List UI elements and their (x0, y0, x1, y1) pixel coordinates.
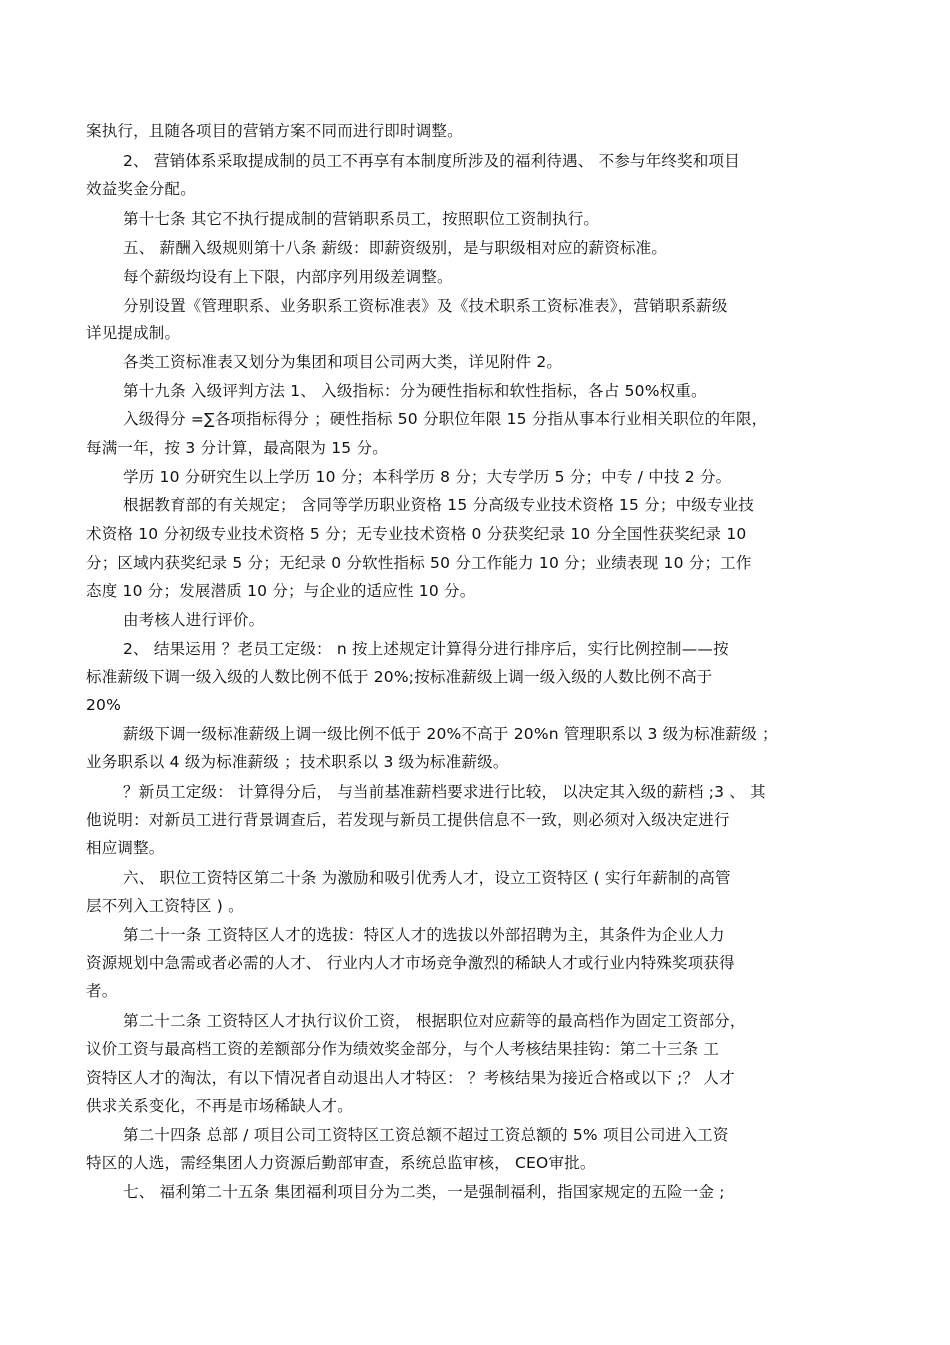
text-line: 分别设置《管理职系、业务职系工资标准表》及《技术职系工资标准表》，营销职系薪级 (123, 297, 728, 315)
text-line: 他说明：对新员工进行背景调查后，若发现与新员工提供信息不一致，则必须对入级决定进行 (86, 811, 730, 829)
text-line: 根据教育部的有关规定； 含同等学历职业资格 15 分高级专业技术资格 15 分；中级专业技 (123, 496, 755, 514)
text-line: 态度 10 分；发展潜质 10 分；与企业的适应性 10 分。 (86, 582, 476, 600)
text-line: 相应调整。 (86, 839, 165, 857)
text-line: 层不列入工资特区 ) 。 (86, 897, 244, 915)
text-line: 特区的人选，需经集团人力资源后勤部审查，系统总监审核， CEO审批。 (86, 1154, 596, 1172)
text-line: 资源规划中急需或者必需的人才、 行业内人才市场竞争激烈的稀缺人才或行业内特殊奖项获得 (86, 954, 735, 972)
text-line: 学历 10 分研究生以上学历 10 分；本科学历 8 分；大专学历 5 分；中专 / 中技 2 分。 (123, 468, 732, 486)
text-line: 业务职系以 4 级为标准薪级 ；技术职系以 3 级为标准薪级。 (86, 753, 509, 771)
text-line: 2、 结果运用 ？老员工定级： n 按上述规定计算得分进行排序后，实行比例控制——按 (123, 640, 729, 658)
text-line: 第二十二条 工资特区人才执行议价工资， 根据职位对应薪等的最高档作为固定工资部分， (123, 1012, 746, 1030)
text-line: 详见提成制。 (86, 324, 181, 342)
text-line: 术资格 10 分初级专业技术资格 5 分；无专业技术资格 0 分获奖纪录 10 分全国性获奖纪录 10 (86, 525, 747, 543)
text-line: 者。 (86, 982, 118, 1000)
text-line: 2、 营销体系采取提成制的员工不再享有本制度所涉及的福利待遇、 不参与年终奖和项目 (123, 152, 740, 170)
text-line: 供求关系变化，不再是市场稀缺人才。 (86, 1097, 353, 1115)
text-line: 第十七条 其它不执行提成制的营销职系员工，按照职位工资制执行。 (123, 210, 600, 228)
text-line: 案执行，且随各项目的营销方案不同而进行即时调整。 (86, 122, 463, 140)
text-line: 每个薪级均设有上下限，内部序列用级差调整。 (123, 268, 453, 286)
text-line: 七、 福利第二十五条 集团福利项目分为二类，一是强制福利，指国家规定的五险一金 ; (123, 1183, 725, 1201)
text-line: 每满一年，按 3 分计算，最高限为 15 分。 (86, 439, 388, 457)
text-line: 第十九条 入级评判方法 1、 入级指标：分为硬性指标和软性指标，各占 50%权重。 (123, 382, 707, 400)
text-line: 效益奖金分配。 (86, 180, 196, 198)
text-line: 第二十一条 工资特区人才的选拔：特区人才的选拔以外部招聘为主，其条件为企业人力 (123, 926, 725, 944)
text-line: 20% (86, 696, 122, 714)
text-line: 分；区域内获奖纪录 5 分；无纪录 0 分软性指标 50 分工作能力 10 分；业绩表现 10 分；工作 (86, 554, 752, 572)
text-line: 由考核人进行评价。 (123, 611, 265, 629)
text-line: 资特区人才的淘汰，有以下情况者自动退出人才特区： ？考核结果为接近合格或以下 ;？ 人才 (86, 1069, 735, 1087)
text-line: 第二十四条 总部 / 项目公司工资特区工资总额不超过工资总额的 5% 项目公司进入工资 (123, 1126, 729, 1144)
text-line: 六、 职位工资特区第二十条 为激励和吸引优秀人才，设立工资特区 ( 实行年薪制的高管 (123, 869, 731, 887)
text-line: 各类工资标准表又划分为集团和项目公司两大类，详见附件 2。 (123, 353, 563, 371)
text-line: 入级得分 =∑各项指标得分 ；硬性指标 50 分职位年限 15 分指从事本行业相关职位的年限， (123, 410, 768, 428)
text-line: 标准薪级下调一级入级的人数比例不低于 20%;按标准薪级上调一级入级的人数比例不高于 (86, 668, 713, 686)
text-line: 议价工资与最高档工资的差额部分作为绩效奖金部分，与个人考核结果挂钩：第二十三条 工 (86, 1040, 720, 1058)
text-line: 薪级下调一级标准薪级上调一级比例不低于 20%不高于 20%n 管理职系以 3 级为标准薪级 ； (123, 725, 778, 743)
text-line: ？新员工定级： 计算得分后， 与当前基准薪档要求进行比较， 以决定其入级的薪档 ;3 、 其 (123, 783, 766, 801)
text-line: 五、 薪酬入级规则第十八条 薪级：即薪资级别，是与职级相对应的薪资标准。 (123, 239, 668, 257)
